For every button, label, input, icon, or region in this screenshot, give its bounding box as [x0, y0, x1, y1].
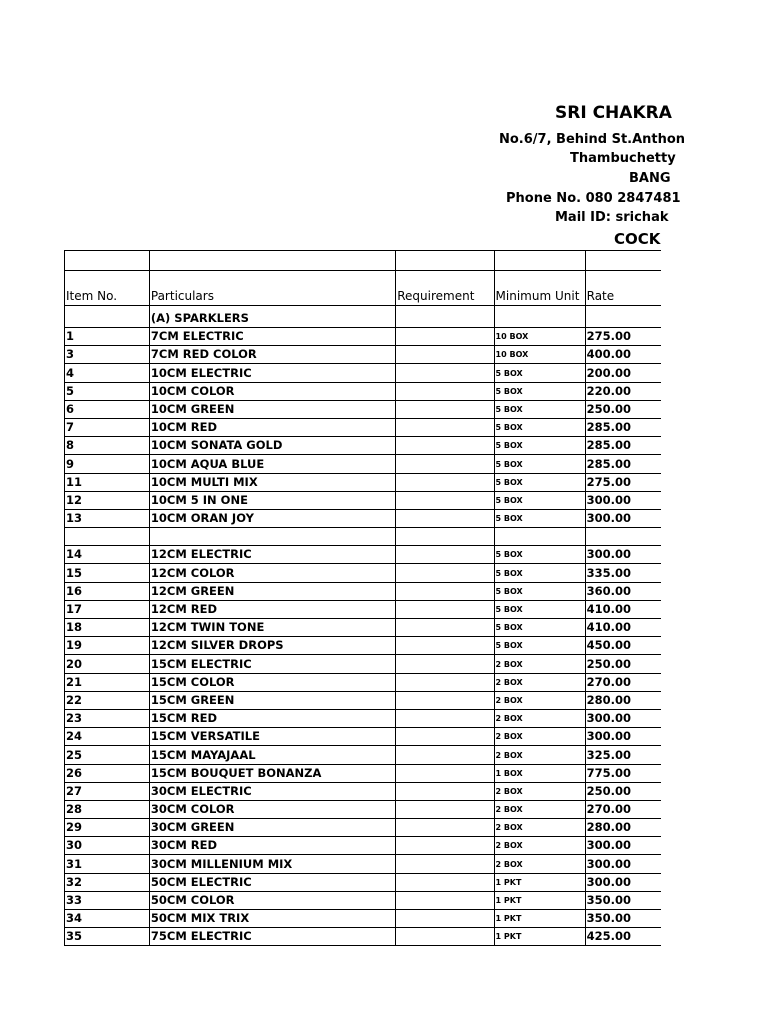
item-no-cell: 35 [65, 928, 150, 946]
particulars-cell: 12CM RED [149, 600, 395, 618]
table-row [65, 455, 662, 473]
table-row [65, 709, 662, 727]
cell[interactable] [585, 306, 661, 328]
particulars-cell: 15CM COLOR [149, 673, 395, 691]
item-no-cell: 30 [65, 837, 150, 855]
particulars-cell: 15CM VERSATILE [149, 728, 395, 746]
cell[interactable] [494, 251, 585, 271]
minimum-unit-cell: 5 BOX [494, 600, 585, 618]
minimum-unit-cell: 2 BOX [494, 673, 585, 691]
requirement-cell[interactable] [396, 655, 494, 673]
requirement-cell[interactable] [396, 728, 494, 746]
table-row [65, 637, 662, 655]
requirement-cell[interactable] [396, 346, 494, 364]
particulars-cell: 12CM GREEN [149, 582, 395, 600]
table-row [65, 928, 662, 946]
cell[interactable] [65, 251, 150, 271]
item-no-cell [65, 528, 150, 546]
table-row [65, 855, 662, 873]
cell[interactable] [585, 251, 661, 271]
table-row [65, 382, 662, 400]
minimum-unit-cell: 5 BOX [494, 455, 585, 473]
minimum-unit-cell: 2 BOX [494, 819, 585, 837]
table-row [65, 509, 662, 527]
minimum-unit-cell: 10 BOX [494, 328, 585, 346]
particulars-cell: 30CM ELECTRIC [149, 782, 395, 800]
phone-number: Phone No. 080 2847481 [506, 191, 681, 206]
requirement-cell[interactable] [396, 709, 494, 727]
minimum-unit-cell: 5 BOX [494, 582, 585, 600]
requirement-cell[interactable] [396, 455, 494, 473]
rate-cell: 270.00 [585, 800, 661, 818]
item-no-cell: 16 [65, 582, 150, 600]
rate-cell: 200.00 [585, 364, 661, 382]
requirement-cell[interactable] [396, 873, 494, 891]
particulars-cell: 50CM MIX TRIX [149, 910, 395, 928]
cell[interactable] [494, 306, 585, 328]
mail-id: Mail ID: srichak [555, 210, 669, 225]
table-row [65, 691, 662, 709]
rate-cell: 425.00 [585, 928, 661, 946]
minimum-unit-cell: 1 PKT [494, 910, 585, 928]
requirement-cell[interactable] [396, 619, 494, 637]
particulars-cell: 7CM RED COLOR [149, 346, 395, 364]
rate-cell: 335.00 [585, 564, 661, 582]
requirement-cell[interactable] [396, 582, 494, 600]
section-label: (A) SPARKLERS [149, 306, 395, 328]
particulars-cell: 10CM GREEN [149, 400, 395, 418]
item-no-cell: 28 [65, 800, 150, 818]
particulars-cell: 30CM GREEN [149, 819, 395, 837]
particulars-cell: 12CM COLOR [149, 564, 395, 582]
cell[interactable] [149, 251, 395, 271]
particulars-cell: 30CM COLOR [149, 800, 395, 818]
requirement-cell[interactable] [396, 891, 494, 909]
table-row [65, 473, 662, 491]
minimum-unit-cell: 2 BOX [494, 746, 585, 764]
rate-cell: 300.00 [585, 546, 661, 564]
table-row [65, 910, 662, 928]
particulars-cell: 10CM RED [149, 418, 395, 436]
rate-cell: 410.00 [585, 600, 661, 618]
item-no-cell: 34 [65, 910, 150, 928]
requirement-cell[interactable] [396, 691, 494, 709]
requirement-cell[interactable] [396, 764, 494, 782]
particulars-cell: 12CM TWIN TONE [149, 619, 395, 637]
item-no-cell: 19 [65, 637, 150, 655]
particulars-cell: 15CM RED [149, 709, 395, 727]
rate-cell: 300.00 [585, 837, 661, 855]
requirement-cell[interactable] [396, 418, 494, 436]
minimum-unit-cell: 1 BOX [494, 764, 585, 782]
particulars-cell: 10CM ORAN JOY [149, 509, 395, 527]
minimum-unit-cell: 1 PKT [494, 873, 585, 891]
rate-cell: 275.00 [585, 473, 661, 491]
particulars-cell: 12CM SILVER DROPS [149, 637, 395, 655]
particulars-cell: 7CM ELECTRIC [149, 328, 395, 346]
item-no-cell: 17 [65, 600, 150, 618]
table-row [65, 800, 662, 818]
item-no-cell: 9 [65, 455, 150, 473]
minimum-unit-cell: 2 BOX [494, 855, 585, 873]
table-row [65, 873, 662, 891]
item-no-cell: 12 [65, 491, 150, 509]
cell[interactable] [65, 306, 150, 328]
minimum-unit-cell: 2 BOX [494, 691, 585, 709]
item-no-cell: 25 [65, 746, 150, 764]
address-line-2: Thambuchetty [570, 151, 676, 166]
rate-cell: 300.00 [585, 873, 661, 891]
particulars-cell: 15CM BOUQUET BONANZA [149, 764, 395, 782]
minimum-unit-cell: 1 PKT [494, 891, 585, 909]
header-item-no: Item No. [65, 271, 150, 306]
rate-cell: 270.00 [585, 673, 661, 691]
minimum-unit-cell: 5 BOX [494, 546, 585, 564]
minimum-unit-cell: 5 BOX [494, 619, 585, 637]
requirement-cell[interactable] [396, 910, 494, 928]
requirement-cell[interactable] [396, 600, 494, 618]
requirement-cell[interactable] [396, 509, 494, 527]
item-no-cell: 1 [65, 328, 150, 346]
header-particulars: Particulars [149, 271, 395, 306]
section-row [65, 306, 662, 328]
table-row [65, 819, 662, 837]
table-row [65, 837, 662, 855]
minimum-unit-cell: 2 BOX [494, 709, 585, 727]
particulars-cell: 15CM ELECTRIC [149, 655, 395, 673]
particulars-cell: 10CM AQUA BLUE [149, 455, 395, 473]
minimum-unit-cell: 2 BOX [494, 728, 585, 746]
item-no-cell: 22 [65, 691, 150, 709]
rate-cell: 775.00 [585, 764, 661, 782]
particulars-cell [149, 528, 395, 546]
rate-cell: 285.00 [585, 455, 661, 473]
header-rate: Rate [585, 271, 661, 306]
rate-cell: 280.00 [585, 819, 661, 837]
price-list-table [64, 250, 661, 946]
table-row [65, 437, 662, 455]
particulars-cell: 10CM 5 IN ONE [149, 491, 395, 509]
rate-cell: 220.00 [585, 382, 661, 400]
item-no-cell: 6 [65, 400, 150, 418]
item-no-cell: 8 [65, 437, 150, 455]
table-row [65, 582, 662, 600]
item-no-cell: 4 [65, 364, 150, 382]
particulars-cell: 30CM MILLENIUM MIX [149, 855, 395, 873]
minimum-unit-cell: 5 BOX [494, 473, 585, 491]
table-row [65, 782, 662, 800]
particulars-cell: 15CM MAYAJAAL [149, 746, 395, 764]
minimum-unit-cell: 5 BOX [494, 364, 585, 382]
table-row [65, 528, 662, 546]
item-no-cell: 11 [65, 473, 150, 491]
minimum-unit-cell: 2 BOX [494, 837, 585, 855]
item-no-cell: 32 [65, 873, 150, 891]
particulars-cell: 10CM ELECTRIC [149, 364, 395, 382]
rate-cell: 250.00 [585, 655, 661, 673]
rate-cell: 450.00 [585, 637, 661, 655]
blank-row [65, 251, 662, 271]
particulars-cell: 10CM MULTI MIX [149, 473, 395, 491]
particulars-cell: 12CM ELECTRIC [149, 546, 395, 564]
header-requirement: Requirement [396, 271, 494, 306]
item-no-cell: 23 [65, 709, 150, 727]
rate-cell: 300.00 [585, 509, 661, 527]
table-row [65, 673, 662, 691]
item-no-cell: 20 [65, 655, 150, 673]
minimum-unit-cell: 2 BOX [494, 800, 585, 818]
particulars-cell: 10CM SONATA GOLD [149, 437, 395, 455]
minimum-unit-cell: 5 BOX [494, 437, 585, 455]
table-row [65, 728, 662, 746]
table-row [65, 346, 662, 364]
price-list-subtitle: COCK [614, 230, 661, 248]
table-row [65, 364, 662, 382]
rate-cell: 400.00 [585, 346, 661, 364]
table-row [65, 546, 662, 564]
table-row [65, 655, 662, 673]
requirement-cell[interactable] [396, 819, 494, 837]
item-no-cell: 3 [65, 346, 150, 364]
table-row [65, 418, 662, 436]
minimum-unit-cell: 5 BOX [494, 382, 585, 400]
minimum-unit-cell: 5 BOX [494, 637, 585, 655]
minimum-unit-cell: 5 BOX [494, 564, 585, 582]
requirement-cell[interactable] [396, 782, 494, 800]
rate-cell: 300.00 [585, 728, 661, 746]
minimum-unit-cell [494, 528, 585, 546]
rate-cell: 280.00 [585, 691, 661, 709]
rate-cell: 360.00 [585, 582, 661, 600]
requirement-cell[interactable] [396, 364, 494, 382]
requirement-cell[interactable] [396, 673, 494, 691]
requirement-cell[interactable] [396, 746, 494, 764]
requirement-cell[interactable] [396, 800, 494, 818]
requirement-cell[interactable] [396, 382, 494, 400]
minimum-unit-cell: 10 BOX [494, 346, 585, 364]
requirement-cell[interactable] [396, 855, 494, 873]
item-no-cell: 5 [65, 382, 150, 400]
rate-cell: 250.00 [585, 400, 661, 418]
rate-cell: 350.00 [585, 891, 661, 909]
address-line-1: No.6/7, Behind St.Anthon [499, 132, 686, 147]
item-no-cell: 21 [65, 673, 150, 691]
table-row [65, 764, 662, 782]
particulars-cell: 15CM GREEN [149, 691, 395, 709]
item-no-cell: 13 [65, 509, 150, 527]
requirement-cell[interactable] [396, 528, 494, 546]
minimum-unit-cell: 5 BOX [494, 400, 585, 418]
rate-cell: 350.00 [585, 910, 661, 928]
rate-cell [585, 528, 661, 546]
item-no-cell: 27 [65, 782, 150, 800]
requirement-cell[interactable] [396, 437, 494, 455]
rate-cell: 410.00 [585, 619, 661, 637]
requirement-cell[interactable] [396, 837, 494, 855]
column-header-row [65, 271, 662, 306]
rate-cell: 285.00 [585, 437, 661, 455]
table-row [65, 328, 662, 346]
item-no-cell: 18 [65, 619, 150, 637]
item-no-cell: 14 [65, 546, 150, 564]
rate-cell: 300.00 [585, 855, 661, 873]
minimum-unit-cell: 1 PKT [494, 928, 585, 946]
address-city: BANG [629, 171, 671, 186]
requirement-cell[interactable] [396, 928, 494, 946]
particulars-cell: 75CM ELECTRIC [149, 928, 395, 946]
rate-cell: 300.00 [585, 491, 661, 509]
requirement-cell[interactable] [396, 400, 494, 418]
table-row [65, 746, 662, 764]
particulars-cell: 50CM ELECTRIC [149, 873, 395, 891]
table-row [65, 891, 662, 909]
minimum-unit-cell: 5 BOX [494, 418, 585, 436]
cell[interactable] [396, 306, 494, 328]
minimum-unit-cell: 5 BOX [494, 491, 585, 509]
item-no-cell: 29 [65, 819, 150, 837]
rate-cell: 275.00 [585, 328, 661, 346]
requirement-cell[interactable] [396, 328, 494, 346]
item-no-cell: 31 [65, 855, 150, 873]
table-row [65, 400, 662, 418]
requirement-cell[interactable] [396, 564, 494, 582]
rate-cell: 325.00 [585, 746, 661, 764]
minimum-unit-cell: 5 BOX [494, 509, 585, 527]
requirement-cell[interactable] [396, 491, 494, 509]
table-row [65, 491, 662, 509]
table-row [65, 619, 662, 637]
item-no-cell: 26 [65, 764, 150, 782]
particulars-cell: 30CM RED [149, 837, 395, 855]
rate-cell: 300.00 [585, 709, 661, 727]
table-row [65, 564, 662, 582]
requirement-cell[interactable] [396, 637, 494, 655]
requirement-cell[interactable] [396, 546, 494, 564]
rate-cell: 285.00 [585, 418, 661, 436]
item-no-cell: 15 [65, 564, 150, 582]
company-title: SRI CHAKRA [555, 103, 672, 123]
cell[interactable] [396, 251, 494, 271]
requirement-cell[interactable] [396, 473, 494, 491]
rate-cell: 250.00 [585, 782, 661, 800]
particulars-cell: 50CM COLOR [149, 891, 395, 909]
minimum-unit-cell: 2 BOX [494, 782, 585, 800]
table-row [65, 600, 662, 618]
minimum-unit-cell: 2 BOX [494, 655, 585, 673]
particulars-cell: 10CM COLOR [149, 382, 395, 400]
item-no-cell: 7 [65, 418, 150, 436]
item-no-cell: 24 [65, 728, 150, 746]
header-minimum-unit: Minimum Unit [494, 271, 585, 306]
item-no-cell: 33 [65, 891, 150, 909]
